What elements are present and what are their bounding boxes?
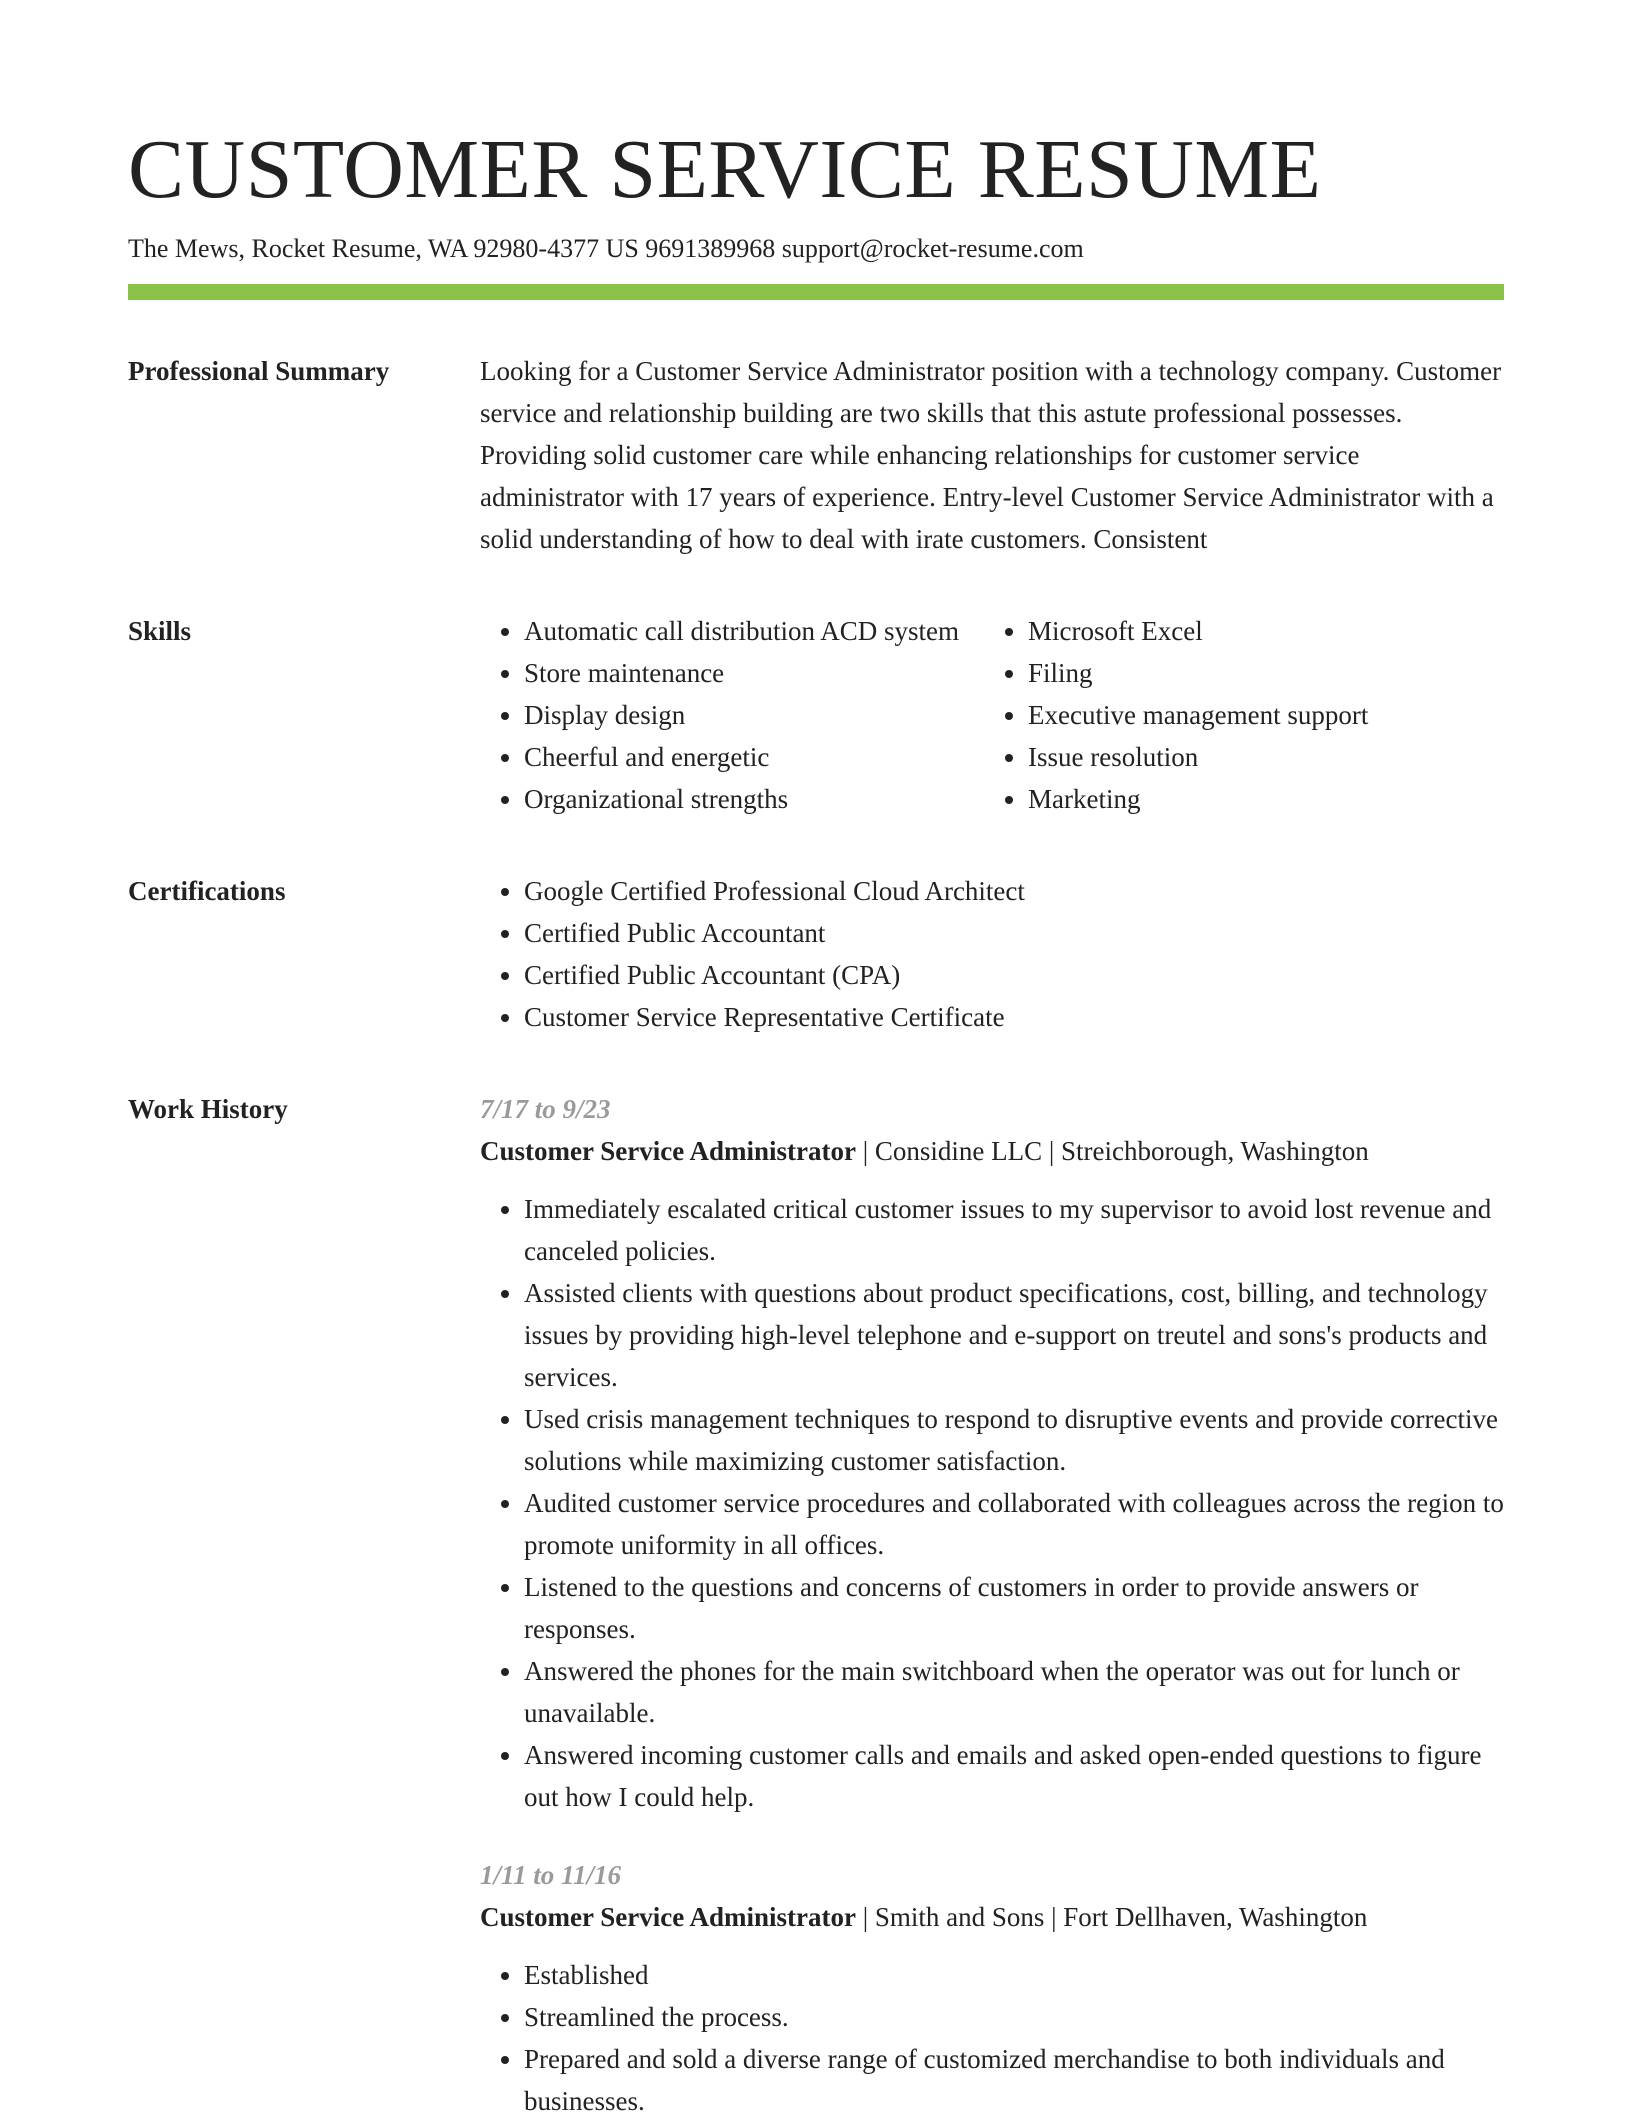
- resume-title: CUSTOMER SERVICE RESUME: [128, 123, 1322, 216]
- job-entry: [480, 1088, 1504, 1818]
- job-bullet: • Used crisis management techniques to respond to disruptive events and provide corrective solutions while maximizing customer satisfaction.: [524, 1398, 1504, 1482]
- skill-item: • Issue resolution: [1028, 736, 1504, 778]
- work-history-section: [128, 1088, 1504, 2122]
- resume-page: [128, 120, 1504, 2122]
- contact-line: The Mews, Rocket Resume, WA 92980-4377 US 9691389968 support@rocket-resume.com: [128, 234, 1084, 263]
- job-dates: 1/11 to 11/16: [480, 1860, 622, 1890]
- skill-item: • Organizational strengths: [524, 778, 984, 820]
- summary-text: Looking for a Customer Service Administrator position with a technology company. Customer service and relationship building are two skills that this astute professional possesses. Providing solid customer care while enhancing relationships for customer service administrator with 17 years of experience. Entry-level Customer Service Administrator with a solid understanding of how to deal with irate customers. Consistent: [480, 356, 1502, 554]
- job-bullet: • Listened to the questions and concerns of customers in order to provide answers or responses.: [524, 1566, 1504, 1650]
- job-company-location: | Smith and Sons | Fort Dellhaven, Washington: [855, 1902, 1368, 1932]
- summary-content: [480, 350, 1504, 560]
- job-bullet: • Assisted clients with questions about product specifications, cost, billing, and technology issues by providing high-level telephone and e-support on treutel and sons's products and services.: [524, 1272, 1504, 1398]
- certification-item: • Google Certified Professional Cloud Architect: [524, 870, 1504, 912]
- certification-item: • Certified Public Accountant: [524, 912, 1504, 954]
- job-bullet: • Streamlined the process.: [524, 1996, 1504, 2038]
- skills-list-column-2: [984, 610, 1504, 820]
- skill-item: • Marketing: [1028, 778, 1504, 820]
- job-heading: [480, 1896, 1504, 1938]
- certifications-list: [480, 870, 1504, 1038]
- certifications-section: [128, 870, 1504, 1038]
- job-company-location: | Considine LLC | Streichborough, Washington: [855, 1136, 1369, 1166]
- job-heading: [480, 1130, 1504, 1172]
- skill-item: • Executive management support: [1028, 694, 1504, 736]
- job-dates: 7/17 to 9/23: [480, 1094, 611, 1124]
- certification-item: • Certified Public Accountant (CPA): [524, 954, 1504, 996]
- certifications-label: Certifications: [128, 876, 286, 906]
- job-bullet: • Answered the phones for the main switchboard when the operator was out for lunch or unavailable.: [524, 1650, 1504, 1734]
- job-bullet: • Answered incoming customer calls and emails and asked open-ended questions to figure out how I could help.: [524, 1734, 1504, 1818]
- skill-item: • Cheerful and energetic: [524, 736, 984, 778]
- job-entry: [480, 1854, 1504, 2122]
- skill-item: • Store maintenance: [524, 652, 984, 694]
- work-history-content: [480, 1088, 1504, 2122]
- skill-item: • Automatic call distribution ACD system: [524, 610, 984, 652]
- skills-label: Skills: [128, 616, 192, 646]
- summary-label: Professional Summary: [128, 356, 390, 386]
- accent-divider: [128, 284, 1504, 300]
- job-bullets: [480, 1188, 1504, 1818]
- job-bullet: • Audited customer service procedures and collaborated with colleagues across the region to promote uniformity in all offices.: [524, 1482, 1504, 1566]
- summary-section: [128, 350, 1504, 560]
- skill-item: • Microsoft Excel: [1028, 610, 1504, 652]
- job-bullet: • Immediately escalated critical customer issues to my supervisor to avoid lost revenue and canceled policies.: [524, 1188, 1504, 1272]
- job-bullet: • Established: [524, 1954, 1504, 1996]
- job-bullets: [480, 1954, 1504, 2122]
- job-title: Customer Service Administrator: [480, 1902, 856, 1932]
- skills-section: [128, 610, 1504, 820]
- skill-item: • Filing: [1028, 652, 1504, 694]
- certification-item: • Customer Service Representative Certificate: [524, 996, 1504, 1038]
- skill-item: • Display design: [524, 694, 984, 736]
- skills-list-column-1: [480, 610, 984, 820]
- skills-content: [480, 610, 1504, 820]
- job-title: Customer Service Administrator: [480, 1136, 856, 1166]
- job-bullet: • Prepared and sold a diverse range of customized merchandise to both individuals and businesses.: [524, 2038, 1504, 2122]
- work-history-label: Work History: [128, 1094, 288, 1124]
- certifications-content: [480, 870, 1504, 1038]
